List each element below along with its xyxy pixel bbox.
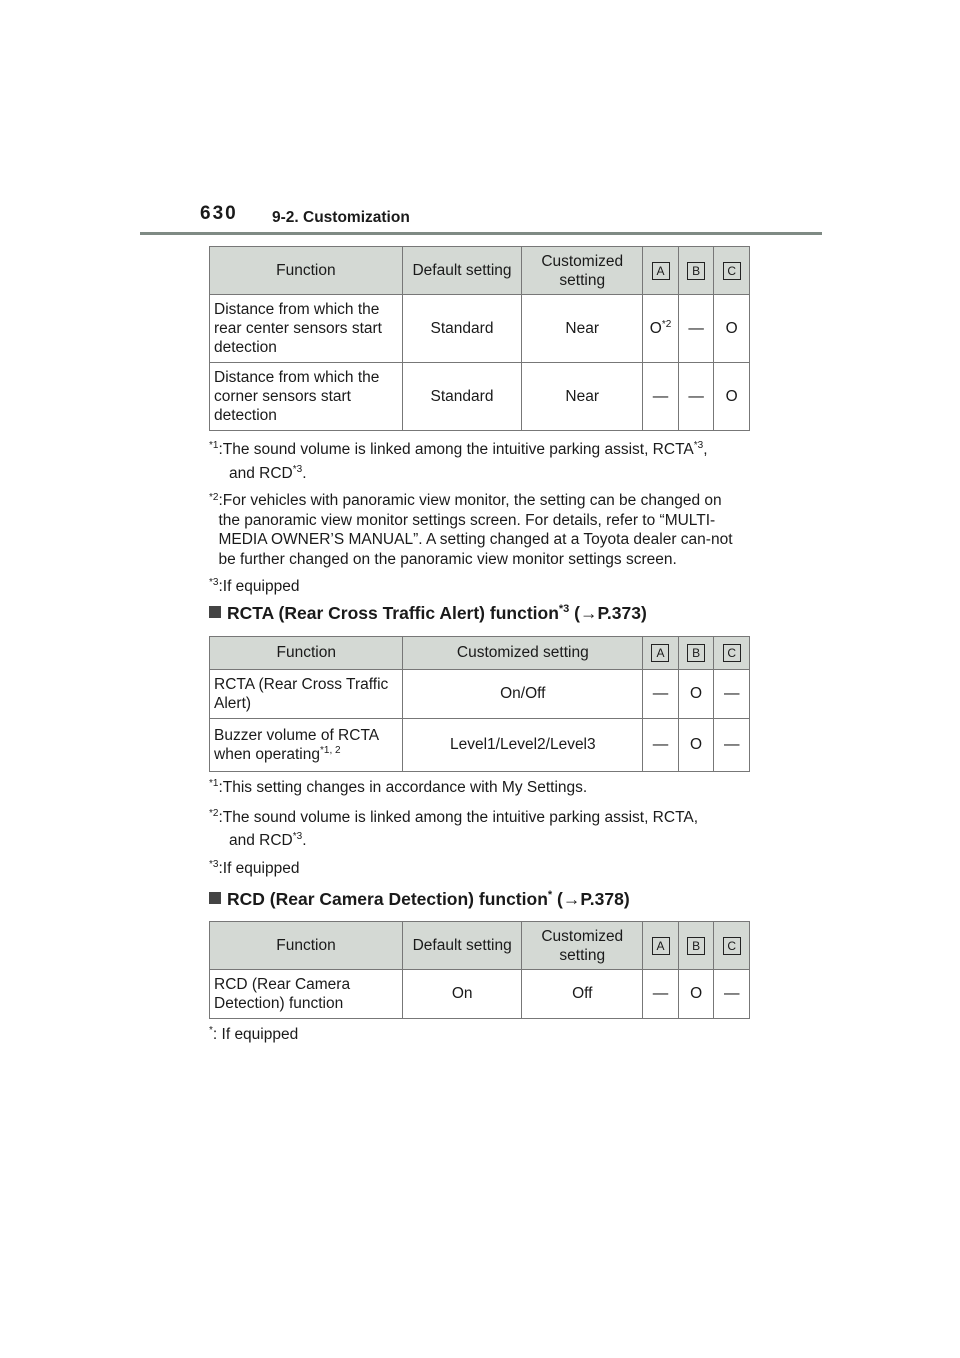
col-a-box: A — [652, 262, 670, 280]
square-bullet-icon — [209, 892, 221, 904]
cell-customized: Level1/Level2/Level3 — [403, 719, 643, 772]
cell-customized: On/Off — [403, 670, 643, 719]
cell-function — [210, 719, 403, 772]
cell-function: Distance from which the rear center sensors start detection — [210, 295, 403, 363]
table-header-row — [210, 247, 750, 295]
cell-customized: Near — [522, 363, 643, 431]
heading-ref: (→P.378) — [552, 889, 630, 909]
cell-a: — — [643, 363, 679, 431]
cell-function: Distance from which the corner sensors start detection — [210, 363, 403, 431]
footnote-2 — [209, 491, 769, 569]
footnote-mark: *2 — [209, 807, 219, 819]
heading-sup: * — [547, 889, 553, 902]
cell-customized: Off — [522, 970, 643, 1019]
col-c-box: C — [723, 262, 741, 280]
footnote-text: and RCD — [229, 832, 293, 849]
col-a-box: A — [651, 644, 669, 662]
footnote-text: : If equipped — [212, 1026, 299, 1043]
table-row — [210, 295, 750, 363]
cell-c: — — [714, 670, 750, 719]
table-row — [210, 670, 750, 719]
table-rcd — [209, 921, 750, 1019]
page-number: 630 — [200, 203, 238, 224]
heading-text: RCTA (Rear Cross Traffic Alert) function — [227, 603, 559, 623]
header-rule — [140, 232, 822, 235]
footnote-text: :If equipped — [218, 578, 300, 595]
col-function: Function — [210, 922, 403, 970]
footnote-text: :If equipped — [218, 859, 300, 877]
col-c-box: C — [723, 937, 741, 955]
section-title: 9-2. Customization — [272, 209, 410, 226]
footnote-1-cont — [209, 464, 769, 484]
cell-c: — — [714, 719, 750, 772]
cell-default: Standard — [402, 295, 522, 363]
cell-b: O — [678, 719, 714, 772]
table-sensor-distance — [209, 246, 750, 431]
col-a — [643, 637, 679, 670]
footnote-mark: *1 — [209, 777, 219, 789]
footnote-text: . — [302, 832, 307, 849]
col-c-box: C — [723, 644, 741, 662]
cell-b: O — [678, 670, 714, 719]
col-b-box: B — [687, 937, 705, 955]
col-default: Default setting — [403, 922, 522, 970]
cell-customized: Near — [522, 295, 643, 363]
cell-default: Standard — [402, 363, 522, 431]
table-row — [210, 970, 750, 1019]
col-customized: Customized setting — [522, 922, 643, 970]
footnote-1 — [209, 778, 769, 798]
footnote-text: , — [703, 441, 708, 458]
cell-a: — — [643, 719, 679, 772]
table-header-row — [210, 637, 750, 670]
cell-a: — — [643, 670, 679, 719]
cell-a — [643, 295, 679, 363]
footnote-3 — [209, 859, 769, 879]
col-a-box: A — [652, 937, 670, 955]
heading-rcta — [209, 603, 647, 624]
heading-sup: *3 — [558, 603, 570, 616]
cell-c: O — [714, 295, 750, 363]
cell-a: — — [643, 970, 679, 1019]
col-b — [678, 637, 714, 670]
cell-c: — — [714, 970, 750, 1019]
col-c — [714, 247, 750, 295]
col-customized: Customized setting — [522, 247, 643, 295]
footnote-text: . — [302, 464, 307, 482]
col-function: Function — [210, 247, 403, 295]
square-bullet-icon — [209, 606, 221, 618]
table-header-row — [210, 922, 750, 970]
footnote-text: and RCD — [229, 464, 293, 482]
heading-rcd — [209, 889, 630, 910]
col-a — [643, 247, 679, 295]
cell-b: — — [678, 295, 714, 363]
col-c — [714, 922, 750, 970]
footnote-sup: *3 — [292, 830, 303, 842]
cell-b: O — [678, 970, 714, 1019]
footnote-text: :For vehicles with panoramic view monitor, the setting can be changed on the panoramic view monitor settings screen. For details, refer to “MULTI-MEDIA OWNER’S MANUAL”. A setting changed at a Toyota dealer can-not be further changed on the panoramic view monitor settings screen. — [218, 492, 733, 568]
footnote-2 — [209, 808, 769, 828]
notes-block-1 — [209, 440, 769, 597]
cell-b: — — [678, 363, 714, 431]
col-b-box: B — [687, 262, 705, 280]
heading-text: RCD (Rear Camera Detection) function — [227, 889, 548, 909]
footnote-mark: * — [209, 1024, 213, 1036]
cell-a-value: O — [649, 319, 662, 337]
footnote-equipped — [209, 1025, 769, 1045]
cell-function: RCD (Rear Camera Detection) function — [210, 970, 403, 1019]
col-a — [643, 922, 679, 970]
footnote-text: :The sound volume is linked among the intuitive parking assist, RCTA — [218, 441, 694, 458]
table-rcta — [209, 636, 750, 772]
cell-c: O — [714, 363, 750, 431]
col-c — [714, 637, 750, 670]
footnote-mark: *3 — [209, 576, 219, 588]
col-b — [678, 922, 714, 970]
col-function: Function — [210, 637, 403, 670]
table-row — [210, 363, 750, 431]
cell-function-sup: *1, 2 — [320, 744, 341, 756]
footnote-mark: *2 — [209, 492, 219, 503]
footnote-text: :This setting changes in accordance with My Settings. — [218, 779, 588, 796]
footnote-sup: *3 — [693, 439, 704, 451]
footnote-2-cont — [209, 831, 769, 851]
heading-ref: (→P.373) — [569, 603, 647, 623]
notes-block-2 — [209, 778, 769, 878]
table-row — [210, 719, 750, 772]
footnote-3 — [209, 577, 769, 597]
cell-function-text: Buzzer volume of RCTA when operating — [214, 727, 379, 763]
cell-function: RCTA (Rear Cross Traffic Alert) — [210, 670, 403, 719]
col-b-box: B — [687, 644, 705, 662]
footnote-mark: *3 — [209, 858, 219, 870]
col-default: Default setting — [402, 247, 522, 295]
footnote-1 — [209, 440, 769, 460]
cell-default: On — [403, 970, 522, 1019]
footnote-sup: *3 — [292, 463, 303, 475]
footnote-mark: *1 — [209, 439, 219, 451]
col-b — [678, 247, 714, 295]
col-customized: Customized setting — [403, 637, 643, 670]
footnote-text: :The sound volume is linked among the intuitive parking assist, RCTA, — [218, 808, 699, 826]
cell-a-sup: *2 — [661, 318, 672, 330]
